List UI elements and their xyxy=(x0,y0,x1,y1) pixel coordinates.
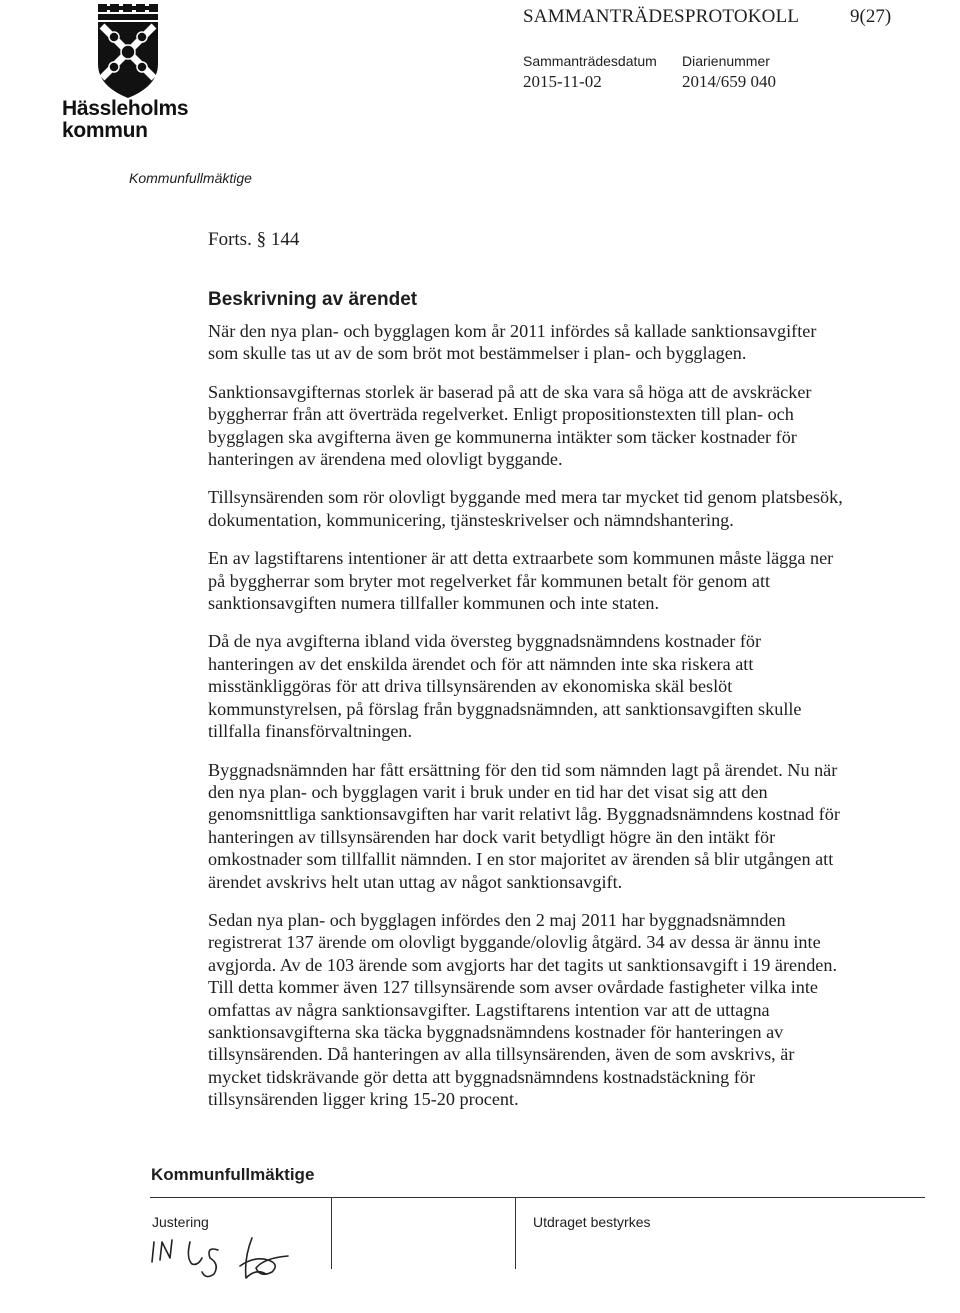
section-heading: Beskrivning av ärendet xyxy=(208,289,418,310)
paragraph: Tillsynsärenden som rör olovligt byggande med mera tar mycket tid genom platsbesök, dokumentation, kommunicering, tjänsteskrivelser och nämndshantering. xyxy=(208,487,843,530)
section-reference: Forts. § 144 xyxy=(208,229,300,250)
diary-number-label: Diarienummer xyxy=(682,53,770,69)
footer-column-divider xyxy=(515,1197,516,1269)
footer-column-divider xyxy=(331,1197,332,1269)
footer-body-name: Kommunfullmäktige xyxy=(151,1165,315,1184)
page-number: 9(27) xyxy=(850,6,892,27)
coat-of-arms-logo xyxy=(92,4,164,100)
meeting-date: 2015-11-02 xyxy=(523,72,602,91)
meeting-date-label: Sammanträdesdatum xyxy=(523,53,657,69)
org-name: Hässleholms kommun xyxy=(62,97,189,142)
paragraph: Byggnadsnämnden har fått ersättning för den tid som nämnden lagt på ärendet. Nu när den nya plan- och bygglagen varit i bruk under en tid har det visat sig att den genomsnittliga sanktionsavgiften har varit relativt låg. Byggnadsnämndens kostnad för hanteringen av tillsynsärenden har dock varit betydligt högre än den intäkt för omkostnader som tillfallit nämnden. I en stor majoritet av ärenden så blir utgången att ärendet avskrivs helt utan uttag av något sanktionsavgift. xyxy=(208,759,840,892)
footer-divider xyxy=(150,1197,925,1198)
diary-number: 2014/659 040 xyxy=(682,72,776,91)
paragraph: Då de nya avgifterna ibland vida översteg byggnadsnämndens kostnader för hanteringen av det enskilda ärendet och för att nämnden inte ska riskera att misstänkliggöras för att driva tillsynsärenden av ekonomiska skäl beslöt kommunstyrelsen, på förslag från byggnadsnämnden, att sanktionsavgiften skulle tillfalla finansförvaltningen. xyxy=(208,631,802,742)
paragraph: En av lagstiftarens intentioner är att detta extraarbete som kommunen måste lägga ner på byggherrar som bryter mot regelverket får kommunen betalt för genom att sanktionsavgiften numera tillfaller kommunen och inte staten. xyxy=(208,548,834,614)
paragraph: Sedan nya plan- och bygglagen infördes den 2 maj 2011 har byggnadsnämnden registrerat 137 ärende om olovligt byggande/olovlig åtgärd. 34 av dessa är ännu inte avgjorda. Av de 103 ärende som avgjorts har det tagits ut sanktionsavgift i 19 ärenden. Till detta kommer även 127 tillsynsärende som avser ovårdade fastigheter vilka inte omfattas av några sanktionsavgifter. Lagstiftarens intention var att de uttagna sanktionsavgifterna ska täcka byggnadsnämndens kostnader för hanteringen av tillsynsärenden. Då hanteringen av alla tillsynsärenden, även de som avskrivs, är mycket tidskrävande gör detta att byggnadsnämndens kostnadstäckning för tillsynsärenden ligger kring 15-20 procent. xyxy=(208,909,837,1110)
certified-label: Utdraget bestyrkes xyxy=(533,1214,651,1230)
body-name: Kommunfullmäktige xyxy=(129,170,252,186)
justering-label: Justering xyxy=(152,1214,209,1230)
body-text xyxy=(208,320,848,1127)
paragraph: När den nya plan- och bygglagen kom år 2011 infördes så kallade sanktionsavgifter som skulle tas ut av de som bröt mot bestämmelser i plan- och bygglagen. xyxy=(208,321,817,364)
paragraph: Sanktionsavgifternas storlek är baserad på att de ska vara så höga att de avskräcker byggherrar från att överträda regelverket. Enligt propositionstexten till plan- och bygglagen ska avgifterna även ge kommunerna intäkter som täcker kostnader för hanteringen av ärendena med olovligt byggande. xyxy=(208,381,812,470)
handwritten-signature xyxy=(148,1228,318,1298)
document-title: SAMMANTRÄDESPROTOKOLL xyxy=(523,6,800,27)
